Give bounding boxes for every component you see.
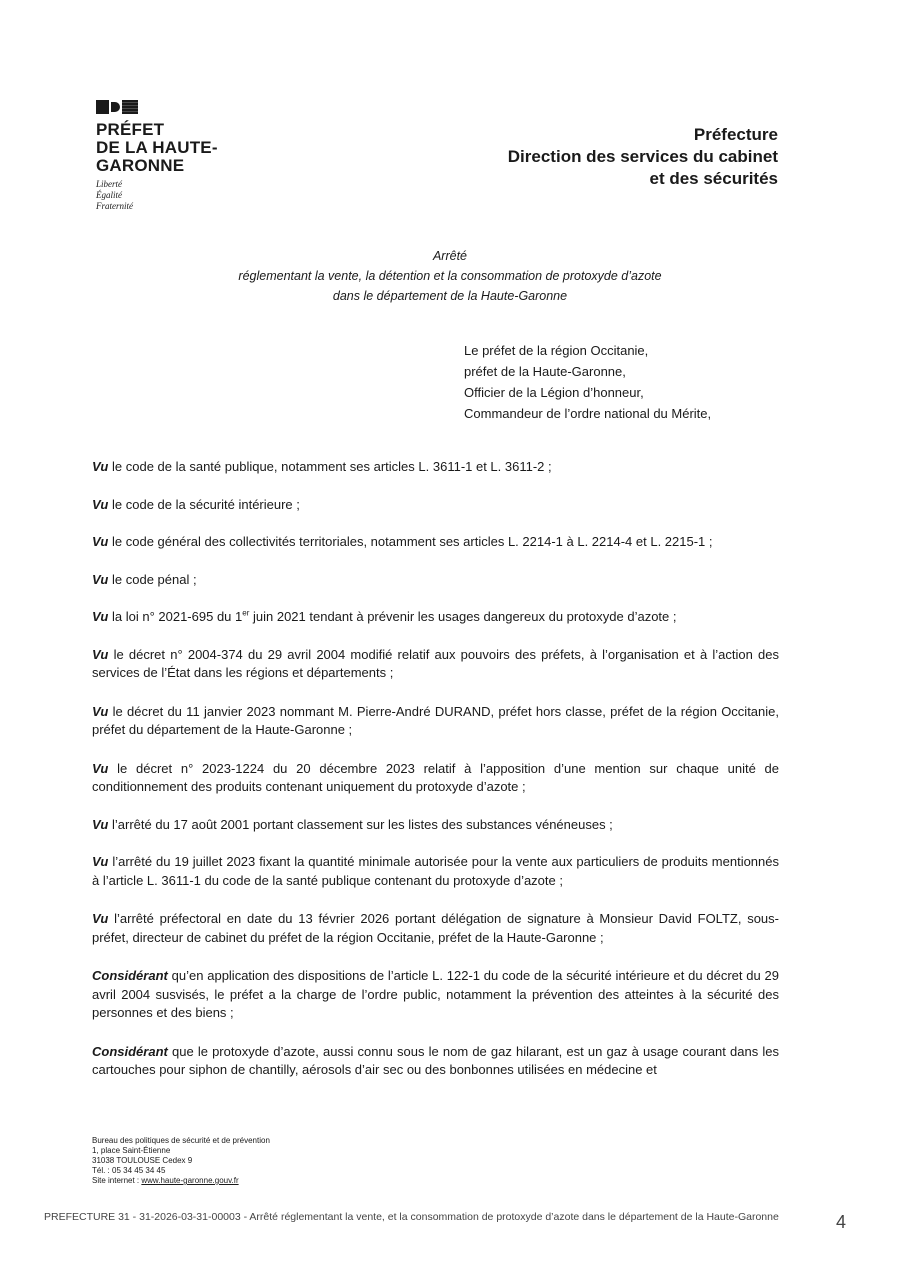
clause <box>92 608 779 627</box>
decree-title <box>0 246 900 306</box>
title-line: dans le département de la Haute-Garonne <box>332 289 568 303</box>
decree-body <box>92 458 779 1080</box>
authority-line: préfet de la Haute-Garonne, <box>464 364 626 379</box>
clause-text: l’arrêté préfectoral en date du 13 février 2026 portant délégation de signature à Monsieur David FOLTZ, sous-préfet, directeur de cabinet du préfet de la région Occitanie, préfet de la Haute-Garonne ; <box>92 911 779 945</box>
title-line: Arrêté <box>432 249 468 263</box>
clause-lead: Vu <box>92 760 109 776</box>
address-line: 1, place Saint-Étienne <box>92 1146 171 1155</box>
clause-text: le code de la santé publique, notamment ses articles L. 3611-1 et L. 3611-2 ; <box>108 459 552 474</box>
logo-title-line: GARONNE <box>96 156 185 175</box>
address-line: 31038 TOULOUSE Cedex 9 <box>92 1156 193 1165</box>
department-header <box>508 124 778 190</box>
header-line: Direction des services du cabinet <box>507 147 778 166</box>
website-label: Site internet : <box>92 1176 142 1185</box>
prefecture-logo <box>96 98 246 212</box>
address-line: Tél. : 05 34 45 34 45 <box>92 1166 166 1175</box>
motto-line: Fraternité <box>96 201 133 211</box>
clause <box>92 760 779 797</box>
clause-lead: Vu <box>92 703 109 719</box>
clause <box>92 571 779 590</box>
clause-lead: Vu <box>92 854 109 869</box>
clause <box>92 646 779 683</box>
clause <box>92 816 779 835</box>
clause-text: l’arrêté du 19 juillet 2023 fixant la quantité minimale autorisée pour la vente aux particuliers de produits mentionnés à l’article L. 3611-1 du code de la santé publique contenant du protoxyde d’azote ; <box>92 854 779 888</box>
clause-text: qu’en application des dispositions de l’article L. 122-1 du code de la sécurité intérieure et du décret du 29 avril 2004 susvisés, le préfet a la charge de l’ordre public, notamment la prévention des atteintes à la sécurité des personnes et des biens ; <box>92 968 779 1020</box>
clause-lead: Vu <box>92 609 109 624</box>
header-line: et des sécurités <box>649 169 778 188</box>
header-line: Préfecture <box>693 125 778 144</box>
clause <box>92 967 779 1023</box>
clause <box>92 533 779 552</box>
clause-lead: Considérant <box>92 968 168 983</box>
marianne-logo-icon <box>96 98 246 115</box>
clause-text: le code de la sécurité intérieure ; <box>108 496 300 512</box>
clause-lead: Vu <box>92 496 109 512</box>
clause-text: juin 2021 tendant à prévenir les usages dangereux du protoxyde d’azote ; <box>249 609 677 624</box>
clause-lead: Vu <box>92 459 109 474</box>
clause-lead: Vu <box>92 534 109 549</box>
authority-line: Commandeur de l’ordre national du Mérite, <box>464 406 712 421</box>
logo-title <box>96 121 246 175</box>
clause-lead: Vu <box>92 571 109 587</box>
clause-text: que le protoxyde d’azote, aussi connu sous le nom de gaz hilarant, est un gaz à usage courant dans les cartouches pour siphon de chantilly, aérosols d’air sec ou des bonbonnes utilisées en médecine et <box>92 1043 779 1077</box>
title-line: réglementant la vente, la détention et la consommation de protoxyde d’azote <box>238 269 662 283</box>
logo-motto <box>96 179 246 212</box>
clause <box>92 910 779 947</box>
clause-text: le code général des collectivités territoriales, notamment ses articles L. 2214-1 à L. 2214-4 et L. 2215-1 ; <box>108 534 713 549</box>
logo-title-line: DE LA HAUTE- <box>96 138 218 157</box>
clause-text: l’arrêté du 17 août 2001 portant classement sur les listes des substances vénéneuses ; <box>108 816 613 832</box>
clause-lead: Vu <box>92 816 109 832</box>
clause <box>92 458 779 477</box>
address-line: Bureau des politiques de sécurité et de prévention <box>92 1136 270 1145</box>
website-link[interactable]: www.haute-garonne.gouv.fr <box>141 1176 239 1185</box>
clause-lead: Vu <box>92 911 109 926</box>
clause-lead: Considérant <box>92 1043 168 1059</box>
clause <box>92 496 779 515</box>
document-reference: PREFECTURE 31 - 31-2026-03-31-00003 - Arrêté réglementant la vente, et la consommation de protoxyde d’azote dans le département de la Haute-Garonne <box>44 1211 779 1223</box>
page-number: 4 <box>836 1212 847 1232</box>
logo-title-line: PRÉFET <box>96 120 165 139</box>
clause <box>92 1043 779 1080</box>
clause <box>92 703 779 740</box>
clause-lead: Vu <box>92 646 109 662</box>
clause <box>92 853 779 890</box>
clause-text: la loi n° 2021-695 du 1 <box>108 609 243 624</box>
motto-line: Liberté <box>96 179 122 189</box>
authority-line: Officier de la Légion d’honneur, <box>464 385 644 400</box>
clause-text: le décret du 11 janvier 2023 nommant M. Pierre-André DURAND, préfet hors classe, préfet de la région Occitanie, préfet du département de la Haute-Garonne ; <box>92 703 779 737</box>
authority-line: Le préfet de la région Occitanie, <box>464 343 649 358</box>
clause-text: le code pénal ; <box>108 571 197 587</box>
clause-superscript: er <box>242 608 250 618</box>
authority-block <box>464 340 711 424</box>
website-line <box>92 1176 270 1186</box>
footer-address <box>92 1136 270 1186</box>
motto-line: Égalité <box>96 190 122 200</box>
clause-text: le décret n° 2023-1224 du 20 décembre 2023 relatif à l’apposition d’une mention sur chaque unité de conditionnement des produits contenant uniquement du protoxyde d’azote ; <box>92 760 779 794</box>
clause-text: le décret n° 2004-374 du 29 avril 2004 modifié relatif aux pouvoirs des préfets, à l’organisation et à l’action des services de l’État dans les régions et départements ; <box>92 646 779 680</box>
